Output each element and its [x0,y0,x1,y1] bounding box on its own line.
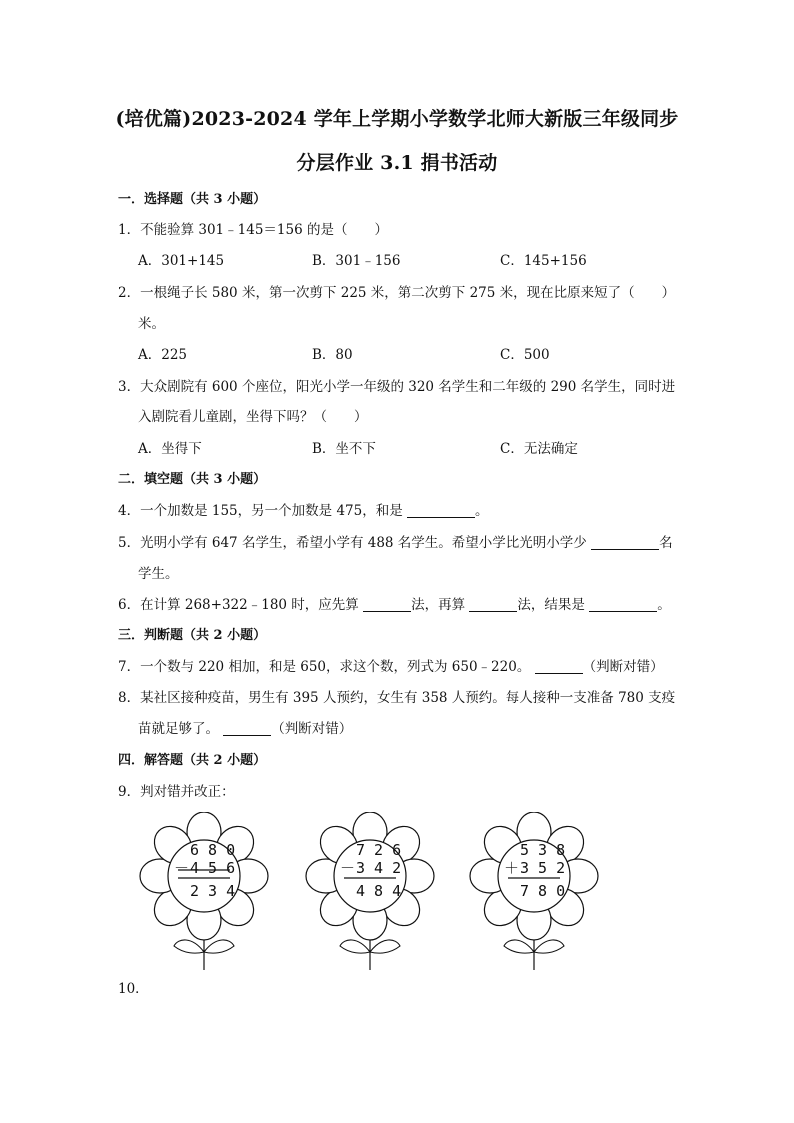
flower-1-second-number: 4 5 6 [190,859,236,877]
q6-end: 。 [657,597,671,613]
q2-option-c: C．500 [500,347,550,363]
section-heading-solve: 四．解答题（共 2 小题） [118,753,267,768]
flower-2-second-number: 3 4 2 [356,859,402,877]
q2-option-a: A．225 [138,347,188,363]
q5-text: 5．光明小学有 647 名学生，希望小学有 488 名学生。希望小学比光明小学少 [118,535,587,551]
question-1: 1．不能验算 301﹣145＝156 的是（ ） [118,222,388,238]
question-3: 3．大众剧院有 600 个座位，阳光小学一年级的 320 名学生和二年级的 290 名学生，同时进 [118,379,676,395]
flower-1-result: 2 3 4 [190,882,236,900]
question-10: 10． [118,981,149,997]
q1-option-c: C．145+156 [500,253,587,269]
q4-end: 。 [475,503,489,519]
question-2-continued: 米。 [138,316,165,332]
flower-3-second-number: 3 5 2 [520,859,566,877]
q8-end: （判断对错） [271,721,353,737]
question-8: 8．某社区接种疫苗，男生有 395 人预约，女生有 358 人预约。每人接种一支准备 780 支疫 [118,690,676,706]
q7-text: 7．一个数与 220 相加，和是 650，求这个数，列式为 650﹣220。 [118,659,531,675]
q2-option-b: B．80 [312,347,353,363]
question-6 [118,593,671,613]
q6-blank-first-operation[interactable] [363,597,411,612]
flower-2-top-number: 7 2 6 [356,841,402,859]
question-4 [118,499,489,519]
flower-3-top-number: 5 3 8 [520,841,566,859]
q1-option-b: B．301﹣156 [312,253,401,269]
flower-3-result: 7 8 0 [520,882,566,900]
flower-1-operator: － [174,859,190,877]
q8-answer-blank[interactable] [223,721,271,736]
q7-answer-blank[interactable] [535,659,583,674]
flower-problem-2 [300,812,440,976]
q5-end: 名 [659,535,673,551]
flower-problem-1 [134,812,274,976]
flower-2-result: 4 8 4 [356,882,402,900]
flower-3-operator: ＋ [504,859,520,877]
q3-option-a: A．坐得下 [138,441,202,457]
q3-option-b: B．坐不下 [312,441,376,457]
question-2: 2．一根绳子长 580 米，第一次剪下 225 米，第二次剪下 275 米，现在比原来短了（ ） [118,285,676,301]
q4-text: 4．一个加数是 155，另一个加数是 475，和是 [118,503,403,519]
flower-2-drawing [300,812,440,972]
q5-answer-blank[interactable] [591,535,659,550]
q6-blank-result[interactable] [589,597,657,612]
q7-end: （判断对错） [582,659,664,675]
section-heading-fill: 二．填空题（共 3 小题） [118,472,267,487]
question-9: 9．判对错并改正： [118,784,235,800]
question-3-continued: 入剧院看儿童剧，坐得下吗？（ ） [138,409,368,425]
flower-2-operator: － [340,859,356,877]
flower-1-top-number: 6 8 0 [190,841,236,859]
page-title-line2: 分层作业 3.1 捐书活动 [296,152,498,174]
q6-blank-second-operation[interactable] [469,597,517,612]
q1-option-a: A．301+145 [138,253,225,269]
q3-option-c: C．无法确定 [500,441,578,457]
question-8-continued [138,717,352,737]
question-5-continued: 学生。 [138,566,179,582]
question-5 [118,531,673,551]
section-heading-judge: 三．判断题（共 2 小题） [118,628,267,643]
q6-text-mid2: 法，结果是 [517,597,585,613]
q6-text-mid1: 法，再算 [411,597,466,613]
page-title-line1: (培优篇)2023-2024 学年上学期小学数学北师大新版三年级同步 [115,108,679,130]
flower-1-drawing [134,812,274,972]
section-heading-choice: 一．选择题（共 3 小题） [118,192,267,207]
flower-3-drawing [464,812,604,972]
question-7 [118,655,664,675]
q6-text: 6．在计算 268+322﹣180 时，应先算 [118,597,359,613]
q4-answer-blank[interactable] [407,503,475,518]
flower-problem-3 [464,812,604,976]
q8-text2: 苗就足够了。 [138,721,219,737]
